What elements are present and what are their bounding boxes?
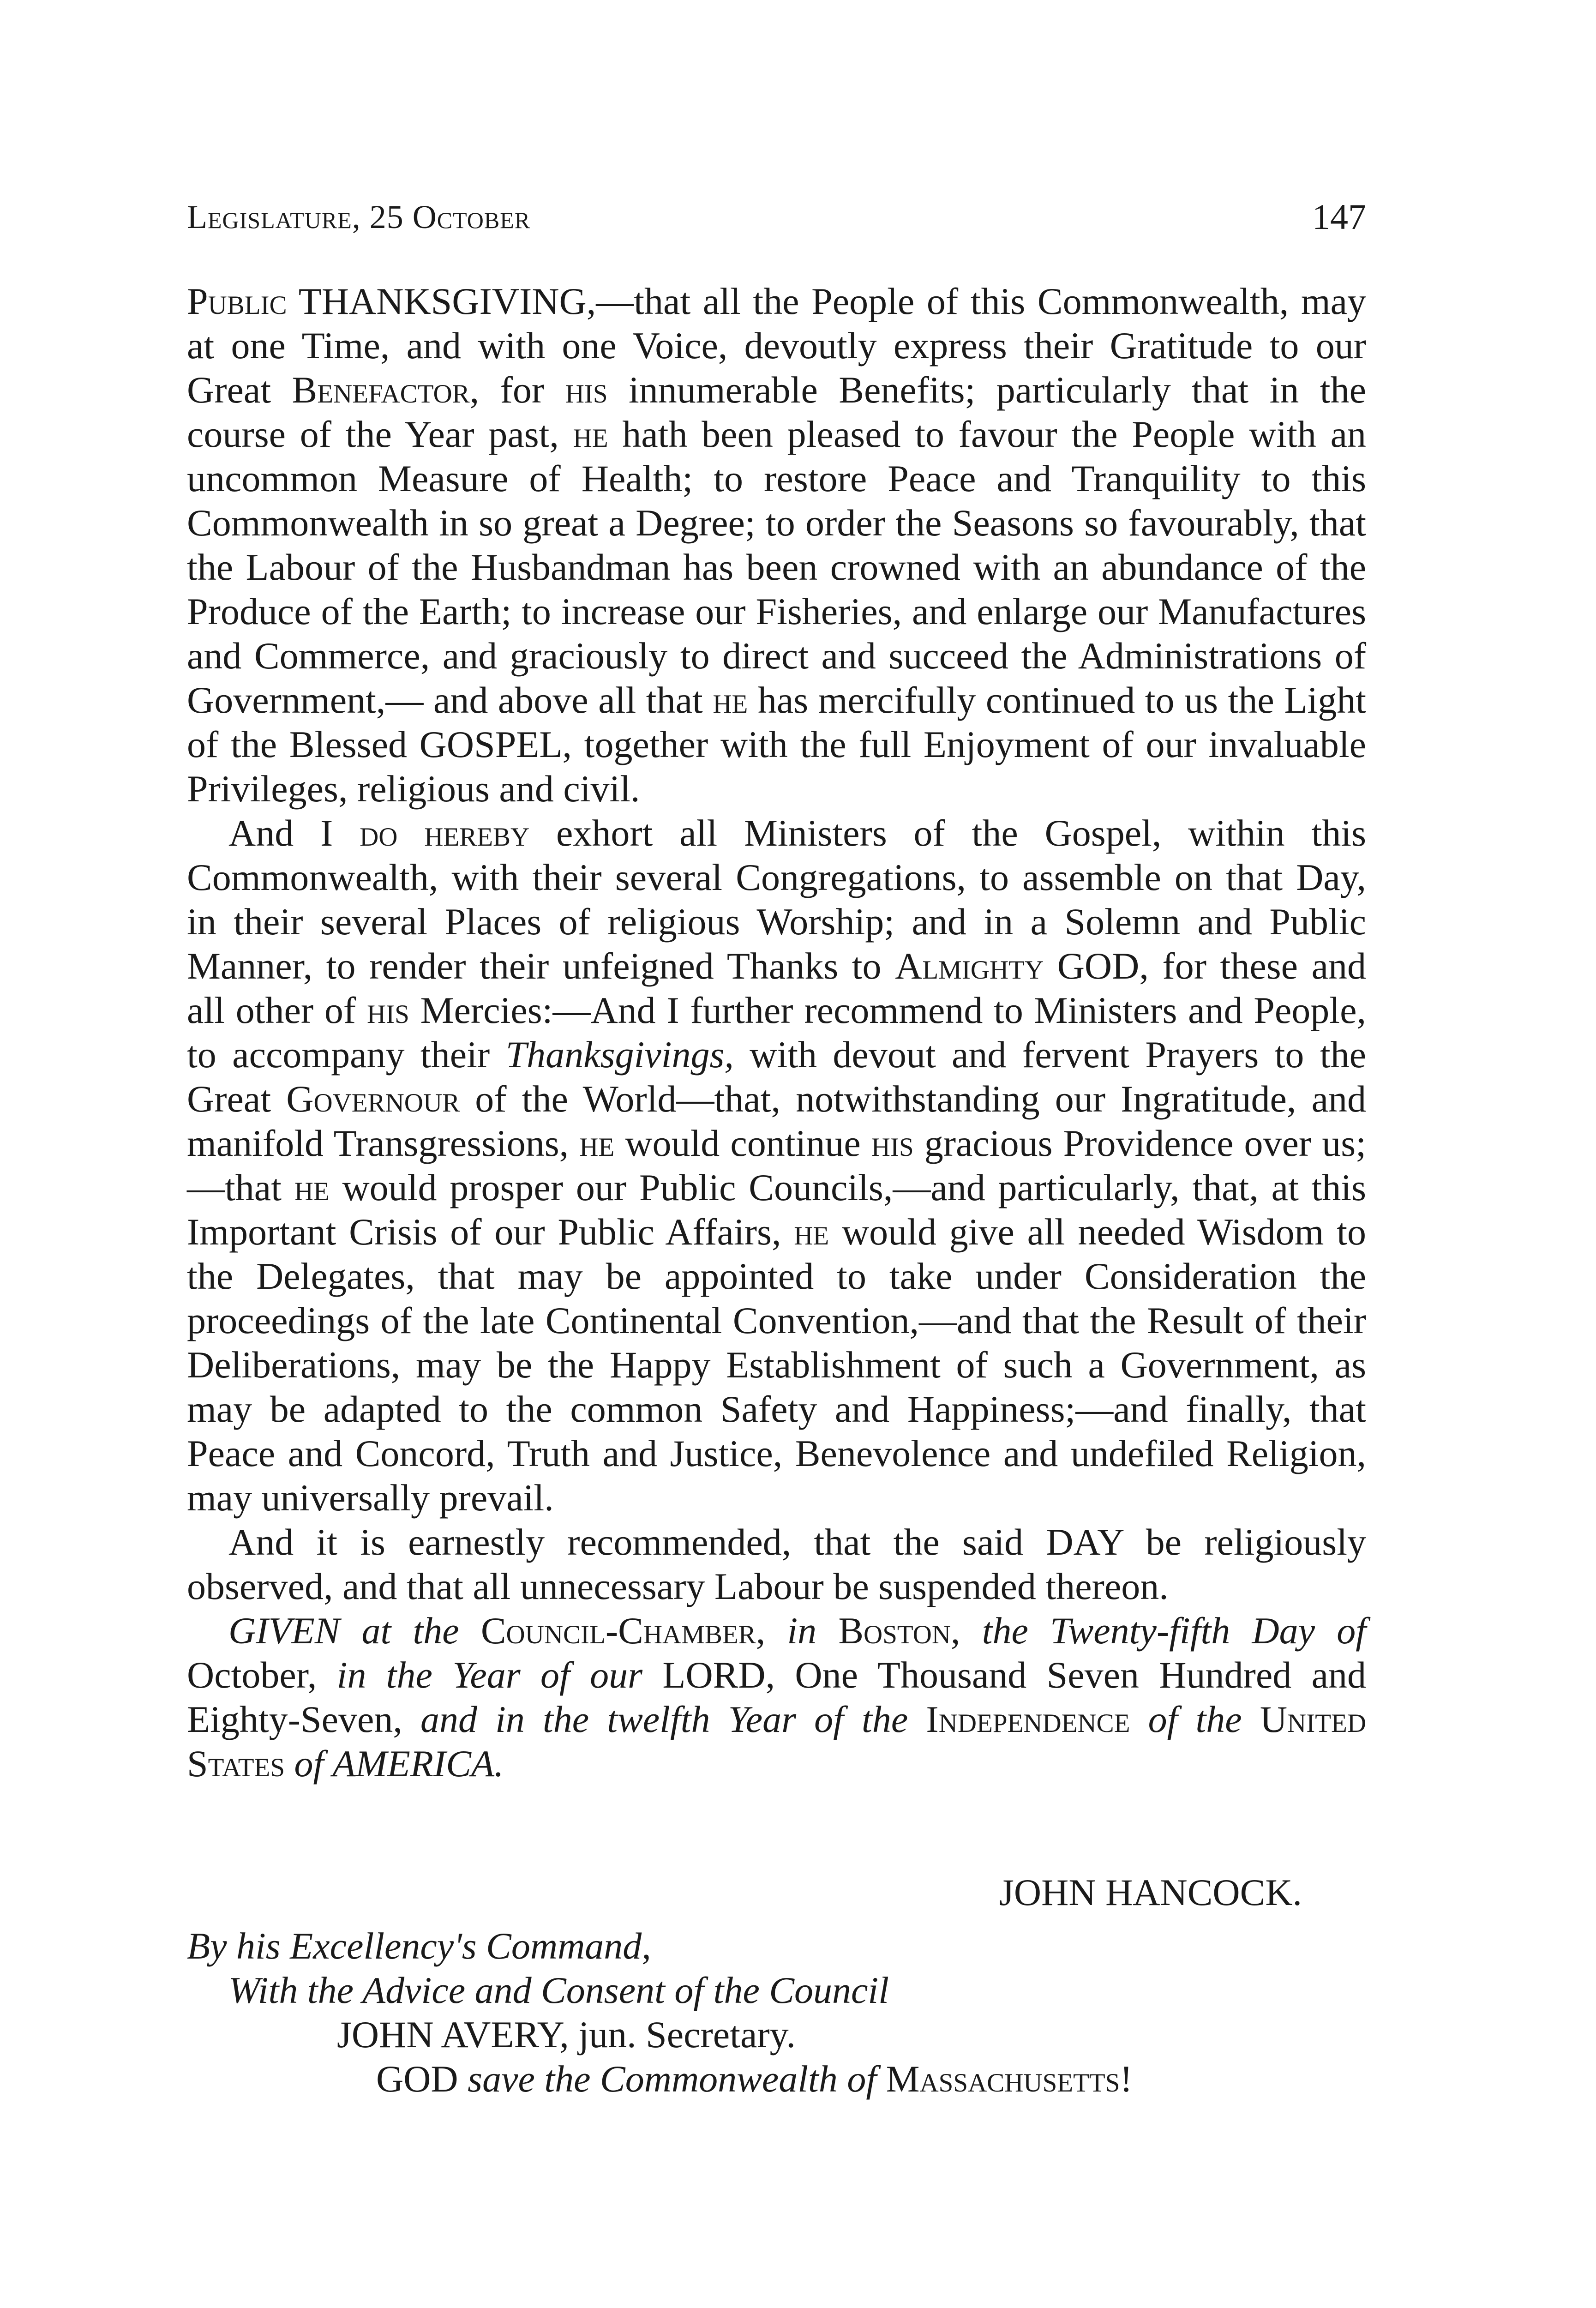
paragraph-given — [187, 1609, 1366, 1786]
text-run: innumerable Benefits; particularly that in the course of the Year past, — [187, 369, 1366, 455]
text-run: would continue — [614, 1122, 871, 1164]
text-run: his — [871, 1122, 914, 1164]
running-title: Legislature, 25 October — [187, 198, 531, 235]
text-run: his — [565, 369, 608, 411]
text-run: and in the twelfth Year of the — [420, 1698, 926, 1740]
text-run: of AMERICA. — [285, 1743, 504, 1785]
text-run: he — [573, 413, 608, 455]
attestation-line: By his Excellency's Command, — [187, 1925, 651, 1967]
paragraph-observance: And it is earnestly recommended, that the said DAY be religiously observed, and that all unnecessary Labour be suspended thereon. — [187, 1521, 1366, 1607]
text-run: Mercies:—And I further recommend to Ministers and People, to accompany their — [187, 989, 1366, 1076]
running-head — [187, 194, 1366, 240]
text-run: would prosper our Public Councils,—and particularly, that, at this Important Crisis of our Public Affairs, — [187, 1166, 1366, 1253]
text-run: THANKSGIVING,—that all the People of this Commonwealth, may at one Time, and with one Voice, devoutly express their Gratitude to our Great — [187, 280, 1366, 411]
text-run: of the — [1130, 1698, 1260, 1740]
text-run: Thanksgivings, — [505, 1034, 734, 1076]
paragraph-thanksgiving — [187, 279, 1366, 811]
text-run: hath been pleased to favour the People with an uncommon Measure of Health; to restore Peace and Tranquility to this Commonwealth in so great a Degree; to order the Seasons so favourably, that the Labour of the Husbandman has been crowned with an abundance of the Produce of the Earth; to increase our Fisheries, and enlarge our Manufactures and Commerce, and graciously to direct and succeed the Administrations of Government,— and above all that — [187, 413, 1366, 721]
text-run: he — [294, 1166, 330, 1208]
attestation-block — [187, 1924, 1133, 2101]
governor-signature: JOHN HANCOCK. — [999, 1871, 1302, 1913]
proclamation-body — [187, 279, 1366, 1786]
text-run: would give all needed Wisdom to the Delegates, that may be appointed to take under Consideration the proceedings of the late Continental Convention,—and that the Result of their Deliberations, may be the Happy Establishment of such a Government, as may be adapted to the common Safety and Happiness;—and finally, that Peace and Concord, Truth and Justice, Benevolence and undefiled Religion, may universally prevail. — [187, 1211, 1366, 1519]
text-run: he — [713, 679, 748, 721]
text-run: exhort all Ministers of the Gospel, within this Commonwealth, with their several Congregations, to assemble on that Day, in their several Places of religious Worship; and in a Solemn and Public Manner, to render their unfeigned Thanks to — [187, 812, 1366, 987]
text-run: GOD — [376, 2058, 468, 2100]
text-run: he — [579, 1122, 615, 1164]
text-run: United States — [187, 1698, 1366, 1785]
text-run: October, — [187, 1654, 337, 1696]
closing-line — [376, 2057, 1133, 2101]
text-run: save the Commonwealth of — [468, 2058, 886, 2100]
text-run: Council-Chamber, — [480, 1610, 766, 1652]
text-run: GIVEN at the — [228, 1610, 481, 1652]
text-run: do hereby — [360, 812, 530, 854]
text-run: , for — [469, 369, 565, 411]
text-run: of the World—that, notwithstanding our Ingratitude, and manifold Transgressions, — [187, 1078, 1366, 1164]
text-run: Boston, — [838, 1610, 960, 1652]
text-run: Benefactor — [292, 369, 470, 411]
secretary-signature: JOHN AVERY, jun. Secretary. — [337, 2013, 796, 2056]
text-run: LORD, One Thousand Seven Hundred and Eighty-Seven, — [187, 1654, 1366, 1740]
text-run: GOD, for these and all other of — [187, 945, 1366, 1031]
text-run: Almighty — [895, 945, 1044, 987]
text-run: his — [366, 989, 409, 1031]
text-run: Public — [187, 280, 287, 322]
text-run: in — [765, 1610, 839, 1652]
paragraph-exhortation — [187, 811, 1366, 1520]
page-number: 147 — [1312, 197, 1366, 237]
text-run: Massachusetts! — [886, 2058, 1133, 2100]
text-run: gracious Providence over us;—that — [187, 1122, 1366, 1208]
text-run: with devout and fervent Prayers to the Great — [187, 1034, 1366, 1120]
text-run: has mercifully continued to us the Light of the Blessed GOSPEL, together with the full Enjoyment of our invaluable Privileges, religious and civil. — [187, 679, 1366, 810]
text-run: he — [794, 1211, 829, 1253]
text-run: the Twenty-fifth Day of — [960, 1610, 1367, 1652]
text-run: in the Year of our — [336, 1654, 663, 1696]
text-run: Governour — [286, 1078, 460, 1120]
text-run: And I — [228, 812, 360, 854]
text-run: Independence — [926, 1698, 1130, 1740]
attestation-line: With the Advice and Consent of the Council — [228, 1969, 889, 2011]
